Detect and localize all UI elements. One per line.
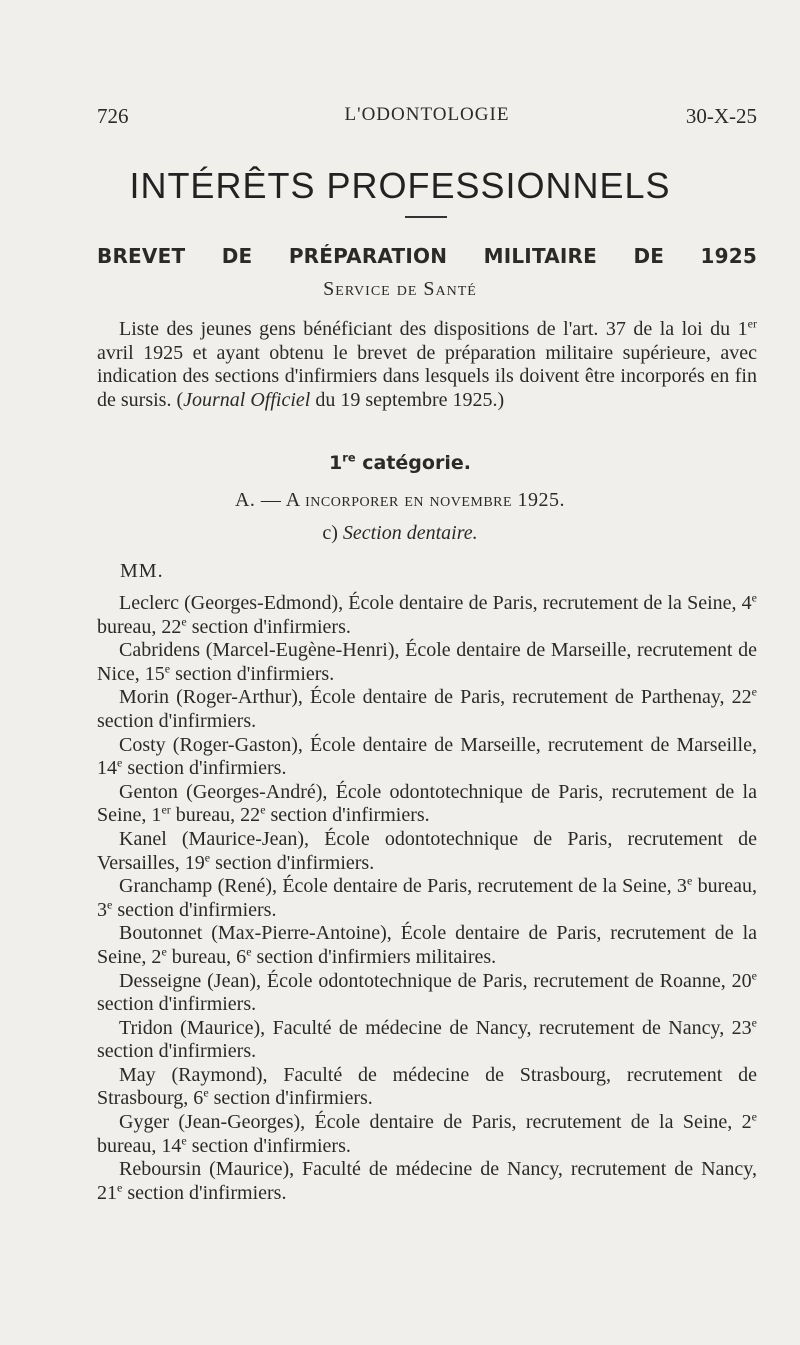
title-word: MILITAIRE xyxy=(483,244,598,268)
subsection-heading: A. — A incorporer en novembre 1925. xyxy=(234,489,566,511)
article-title xyxy=(97,244,757,268)
title-word: DE xyxy=(633,244,665,268)
list-item: Genton (Georges-André), École odontotechnique de Paris, recrutement de la Seine, 1er bureau, 22e section d'infirmiers. xyxy=(97,780,757,827)
running-header xyxy=(97,104,757,134)
article-subtitle: Service de Santé xyxy=(323,278,477,300)
list-item: Gyger (Jean-Georges), École dentaire de Paris, recrutement de la Seine, 2e bureau, 14e section d'infirmiers. xyxy=(97,1109,757,1157)
list-item: Boutonnet (Max-Pierre-Antoine), École dentaire de Paris, recrutement de la Seine, 2e bureau, 6e section d'infirmiers militaires. xyxy=(97,922,757,968)
heading-rule xyxy=(405,216,447,218)
issue-date: 30-X-25 xyxy=(685,104,757,128)
list-item: Reboursin (Maurice), Faculté de médecine de Nancy, recrutement de Nancy, 21e section d'infirmiers. xyxy=(97,1158,757,1204)
intro-paragraph: Liste des jeunes gens bénéficiant des dispositions de l'art. 37 de la loi du 1er avril 1925 et ayant obtenu le brevet de préparation militaire supérieure, avec indication des sections d'infirmiers dans lesquels ils doivent être incorporés en fin de sursis. (Journal Officiel du 19 septembre 1925.) xyxy=(97,316,757,411)
list-item: May (Raymond), Faculté de médecine de Strasbourg, recrutement de Strasbourg, 6e section d'infirmiers. xyxy=(97,1063,757,1110)
journal-reference: Journal Officiel xyxy=(183,388,311,411)
title-word: 1925 xyxy=(700,244,757,268)
list-item: Desseigne (Jean), École odontotechnique de Paris, recrutement de Roanne, 20e section d'infirmiers. xyxy=(97,967,757,1016)
list-item: Tridon (Maurice), Faculté de médecine de Nancy, recrutement de Nancy, 23e section d'infirmiers. xyxy=(97,1015,757,1063)
list-item: Costy (Roger-Gaston), École dentaire de Marseille, recrutement de Marseille, 14e section d'infirmiers. xyxy=(97,733,757,780)
entries-list xyxy=(97,592,757,1205)
section-name: c) Section dentaire. xyxy=(322,522,478,544)
list-item: Morin (Roger-Arthur), École dentaire de Paris, recrutement de Parthenay, 22e section d'infirmiers. xyxy=(97,684,757,732)
list-item: Granchamp (René), École dentaire de Paris, recrutement de la Seine, 3e bureau, 3e section d'infirmiers. xyxy=(97,873,757,921)
title-word: PRÉPARATION xyxy=(288,244,448,268)
category-heading: 1re catégorie. xyxy=(329,450,471,474)
page-number: 726 xyxy=(97,104,129,128)
journal-title: L'ODONTOLOGIE xyxy=(344,104,510,125)
list-item: Leclerc (Georges-Edmond), École dentaire de Paris, recrutement de la Seine, 4e bureau, 22e section d'infirmiers. xyxy=(97,590,757,638)
section-heading: INTÉRÊTS PROFESSIONNELS xyxy=(129,165,671,206)
salutation: MM. xyxy=(120,560,164,582)
list-item: Cabridens (Marcel-Eugène-Henri), École dentaire de Marseille, recrutement de Nice, 15e section d'infirmiers. xyxy=(97,639,757,685)
list-item: Kanel (Maurice-Jean), École odontotechnique de Paris, recrutement de Versailles, 19e section d'infirmiers. xyxy=(97,827,757,874)
title-word: BREVET xyxy=(97,244,186,268)
title-word: DE xyxy=(221,244,253,268)
